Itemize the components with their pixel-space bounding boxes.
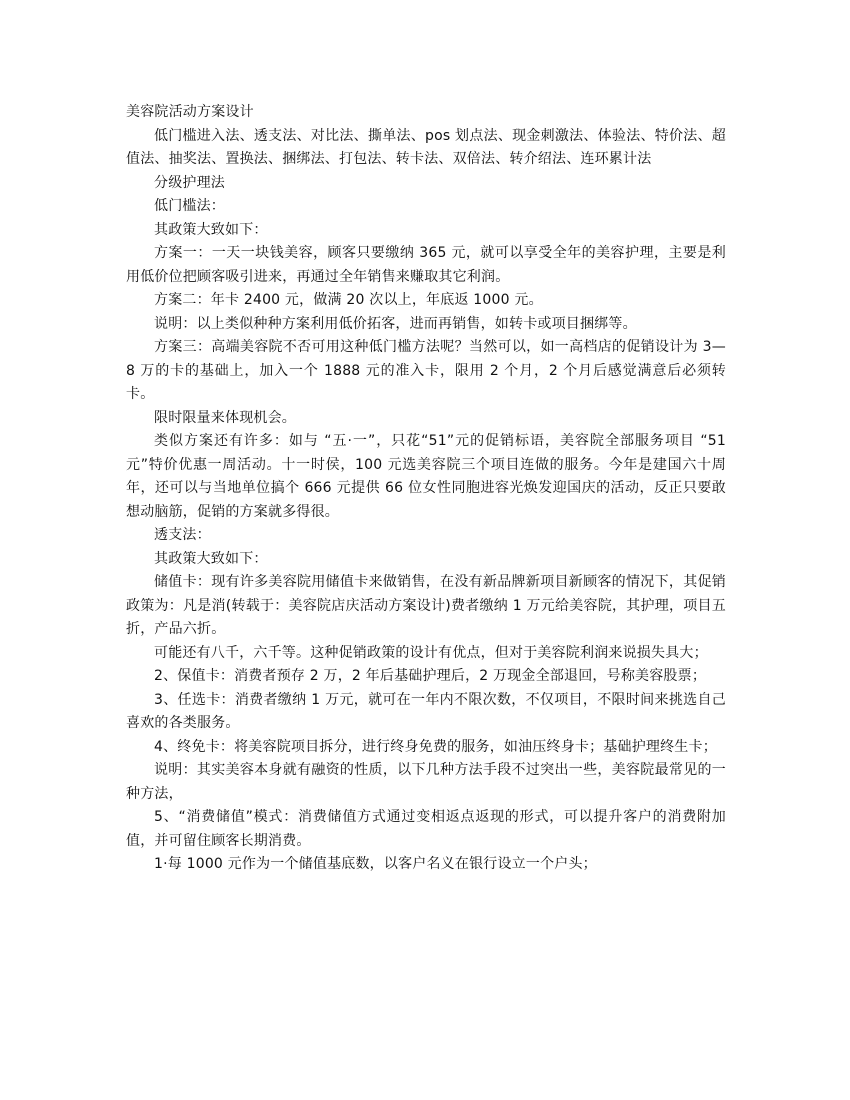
paragraph-lifetime-card: 4、终免卡：将美容院项目拆分，进行终身免费的服务，如油压终身卡；基础护理终生卡； [154,738,717,755]
paragraph-value-card: 2、保值卡：消费者预存 2 万，2 年后基础护理后，2 万现金全部退回，号称美容股票； [154,668,707,684]
paragraph-overdraft-heading: 透支法： [154,527,211,543]
paragraph-policy-intro-two: 其政策大致如下： [154,550,268,567]
paragraph-explanation-one: 说明：以上类似种种方案利用低价拓客，进而再销售，如转卡或项目捆绑等。 [154,315,637,332]
paragraph-policy-intro: 其政策大致如下： [154,221,268,238]
paragraph-storage-base: 1·每 1000 元作为一个储值基底数，以客户名义在银行设立一个户头； [154,856,597,872]
paragraph-low-threshold-heading: 低门槛法： [154,198,225,214]
paragraph-methods-list: 低门槛进入法、透支法、对比法、撕单法、pos 划点法、现金刺激法、体验法、特价法、超值法、抽奖法、置换法、捆绑法、打包法、转卡法、双倍法、转介绍法、连环累计法 [126,127,726,167]
paragraph-consumption-storage: 5、“消费储值”模式：消费储值方式通过变相返点返现的形式，可以提升客户的消费附加值，并可留住顾客长期消费。 [126,809,726,849]
paragraph-plan-three: 方案三：高端美容院不否可用这种低门槛方法呢？当然可以，如一高档店的促销设计为 3—8 万的卡的基础上，加入一个 1888 元的准入卡，限用 2 个月，2 个月后感觉满意后必须转卡。 [126,339,726,402]
paragraph-other-amounts: 可能还有八千，六千等。这种促销政策的设计有优点，但对于美容院利润来说损失具大； [154,644,708,661]
paragraph-limited-offer: 限时限量来体现机会。 [154,409,296,426]
paragraph-plan-one: 方案一：一天一块钱美容，顾客只要缴纳 365 元，就可以享受全年的美容护理，主要是利用低价位把顾客吸引进来，再通过全年销售来赚取其它利润。 [126,245,726,285]
paragraph-plan-two: 方案二：年卡 2400 元，做满 20 次以上，年底返 1000 元。 [154,292,543,308]
paragraph-similar-plans: 类似方案还有许多：如与 “五·一”，只花“51”元的促销标语，美容院全部服务项目 “51 元”特价优惠一周活动。十一时侯，100 元选美容院三个项目连做的服务。今年是建国六十周年，还可以与当地单位搞个 666 元提供 66 位女性同胞进容光焕发迎国庆的活动，反正只要敢想动脑筋，促销的方案就多得很。 [126,433,731,520]
paragraph-tiered-care: 分级护理法 [154,174,225,191]
paragraph-optional-card: 3、任选卡：消费者缴纳 1 万元，就可在一年内不限次数，不仅项目，不限时间来挑选自己喜欢的各类服务。 [126,691,726,731]
paragraph-stored-value-card: 储值卡：现有许多美容院用储值卡来做销售，在没有新品牌新项目新顾客的情况下，其促销政策为：凡是消(转载于：美容院店庆活动方案设计)费者缴纳 1 万元给美容院，其护理，项目五折，产品六折。 [126,574,726,637]
document-body [126,101,731,877]
paragraph-explanation-two: 说明：其实美容本身就有融资的性质，以下几种方法手段不过突出一些，美容院最常见的一种方法， [126,762,726,802]
document-title: 美容院活动方案设计 [126,104,254,120]
